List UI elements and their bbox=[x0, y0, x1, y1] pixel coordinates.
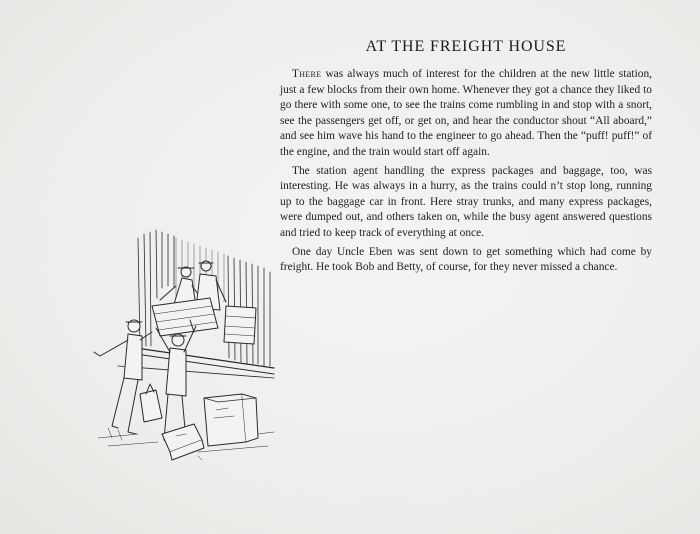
paragraph-1 bbox=[280, 67, 652, 161]
drop-word: There bbox=[292, 68, 322, 80]
paragraph-1-text: was always much of interest for the children at the new little station, just a few blocks from their own home. Whenever they got a chance they liked to go there with some one, to see the trains come rumbling in and stop with a snort, see the passengers get off, or get on, and hear the conductor shout “All aboard,” and see him wave his hand to the engineer to go ahead. Then the “puff! puff!” of the engine, and the train would start off again. bbox=[280, 68, 652, 158]
trunk bbox=[152, 298, 218, 336]
story-text bbox=[280, 38, 652, 276]
chapter-title: AT THE FREIGHT HOUSE bbox=[365, 38, 567, 55]
express-packages bbox=[162, 394, 258, 460]
paragraph-3: One day Uncle Eben was sent down to get something which had come by freight. He took Bob and Betty, of course, for they never missed a chance. bbox=[280, 245, 652, 274]
paragraph-2: The station agent handling the express packages and baggage, too, was interesting. He was always in a hurry, as the trains could n’t stop long, running up to the baggage car in front. Here stray trunks, and many express packages, were dumped out, and others taken on, while the busy agent answered questions and tried to keep track of everything at once. bbox=[280, 164, 652, 239]
baggage-car-illustration bbox=[78, 228, 278, 464]
